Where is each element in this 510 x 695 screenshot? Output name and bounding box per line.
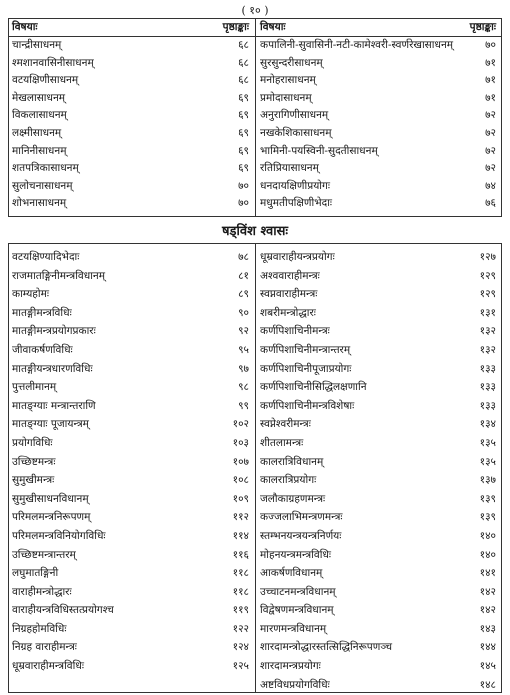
toc-entry <box>8 378 255 397</box>
toc-entry <box>256 583 502 602</box>
toc-entry <box>256 546 502 565</box>
entry-page-number: ९५ <box>238 343 249 356</box>
entry-title: धनदायक्षिणीप्रयोगः <box>260 179 331 192</box>
entry-title: वटयक्षिणीसाधनम् <box>12 74 79 87</box>
entry-page-number: ८९ <box>238 288 249 301</box>
entry-title: सुरसुन्दरीसाधनम् <box>260 56 323 69</box>
entry-page-number: ६९ <box>238 109 249 122</box>
entry-page-number: १४५ <box>479 660 496 673</box>
entry-page-number: १४० <box>479 529 496 542</box>
toc-entry <box>8 508 255 527</box>
toc-entry <box>256 248 502 267</box>
entry-title: रतिप्रियासाधनम् <box>260 162 319 175</box>
entry-page-number: ११२ <box>232 511 249 524</box>
entry-page-number: १४४ <box>479 641 496 654</box>
entry-page-number: ७१ <box>485 74 496 87</box>
toc-entry <box>256 453 502 472</box>
toc-entry <box>8 583 255 602</box>
entry-page-number: १३२ <box>479 343 496 356</box>
entry-page-number: ७२ <box>485 126 496 139</box>
entry-title: नखकेशिकासाधनम् <box>260 126 332 139</box>
entry-title: कपालिनी-सुवासिनी-नटी-कामेश्वरी-स्वर्णरेखासाधनम् <box>260 39 454 51</box>
toc-table-top <box>8 18 502 217</box>
entry-title: उच्चाटनमन्त्रविधानम् <box>260 585 336 598</box>
entry-page-number: ११८ <box>232 585 249 598</box>
entry-title: कर्णपिशाचिनीमन्त्रान्तरम् <box>260 343 351 356</box>
section-title: षड्‌विंश श्वासः <box>222 224 288 239</box>
entry-title: विद्वेषणमन्त्रविधानम् <box>260 604 334 617</box>
page-number: ( १० ) <box>241 4 269 17</box>
entry-title: निग्रह वाराहीमन्त्रः <box>12 641 77 654</box>
toc-entry <box>256 143 502 161</box>
toc-entry <box>256 125 502 143</box>
entry-title: स्तम्भनयन्त्रयन्त्रनिर्णयः <box>260 529 342 542</box>
toc-entry <box>256 267 502 286</box>
entry-title: मनोहरासाधनम् <box>260 74 316 87</box>
entry-page-number: ७१ <box>485 91 496 104</box>
entry-page-number: १४२ <box>479 585 496 598</box>
entry-page-number: १४० <box>479 548 496 561</box>
toc-entry <box>256 178 502 196</box>
entry-page-number: ९७ <box>238 362 249 375</box>
toc-entry <box>8 638 255 657</box>
entry-title: वाराहीयन्त्रविधिस्तत्प्रयोगश्च <box>12 604 114 617</box>
entry-page-number: १०३ <box>232 436 249 449</box>
entry-title: जीवाकर्षणविधिः <box>12 343 73 356</box>
entry-page-number: ६९ <box>238 126 249 139</box>
entry-page-number: १२५ <box>232 660 249 673</box>
entry-page-number: ६८ <box>238 39 249 51</box>
entry-page-number: ६८ <box>238 74 249 87</box>
entry-title: मातङ्गीमन्त्रविधिः <box>12 306 72 319</box>
toc-entry <box>8 125 255 143</box>
entry-page-number: ६९ <box>238 162 249 175</box>
entry-title: धूम्रवाराहीमन्त्रविधिः <box>12 660 84 673</box>
entry-page-number: ७० <box>485 39 496 51</box>
entry-title: लक्ष्मीसाधनम् <box>12 126 62 139</box>
entry-page-number: ७८ <box>238 251 249 263</box>
toc-entry <box>8 546 255 565</box>
header-row <box>8 19 255 37</box>
entry-title: मातङ्ग्याः पूजायन्त्रम् <box>12 418 89 431</box>
entry-page-number: १३१ <box>479 306 496 319</box>
entry-title: लघुमातङ्गिनी <box>12 567 59 580</box>
entry-page-number: १०९ <box>232 492 249 505</box>
entry-page-number: ११९ <box>232 604 249 617</box>
entry-title: प्रमोदासाधनम् <box>260 91 312 104</box>
entry-title: मातङ्गीयन्त्रधारणविधिः <box>12 362 93 375</box>
entry-title: सुलोचनासाधनम् <box>12 179 73 192</box>
entry-title: मातङ्ग्याः मन्त्रान्तराणि <box>12 399 96 412</box>
toc-entry <box>8 267 255 286</box>
entry-title: शारदामन्त्रप्रयोगः <box>260 660 321 673</box>
toc-entry <box>256 322 502 341</box>
entry-title: मेखलासाधनम् <box>12 91 66 104</box>
entry-page-number: १२४ <box>232 641 249 654</box>
toc-entry <box>8 143 255 161</box>
entry-page-number: १२९ <box>479 269 496 282</box>
entry-title: स्वप्नेश्वरीमन्त्रः <box>260 418 311 431</box>
entry-page-number: १३५ <box>479 455 496 468</box>
entry-page-number: ६९ <box>238 91 249 104</box>
toc-entry <box>8 564 255 583</box>
toc-entry <box>256 471 502 490</box>
toc-bottom-right-column <box>256 248 502 694</box>
toc-entry <box>8 195 255 213</box>
entry-title: मधुमतीपक्षिणीभेदाः <box>260 197 333 210</box>
entry-title: कर्णपिशाचिनीमन्त्रविशेषाः <box>260 399 355 412</box>
toc-entry <box>8 360 255 379</box>
entry-title: धूम्रवाराहीयन्त्रप्रयोगः <box>260 251 335 263</box>
toc-entry <box>8 471 255 490</box>
entry-page-number: १३३ <box>479 381 496 394</box>
toc-entry <box>256 90 502 108</box>
entry-page-number: ७२ <box>485 109 496 122</box>
entry-title: विकलासाधनम् <box>12 109 67 122</box>
entry-title: पुत्तलीमानम् <box>12 381 57 394</box>
entry-title: अष्टविधप्रयोगविधिः <box>260 678 330 691</box>
entry-title: उच्छिष्टमन्त्रः <box>12 455 56 468</box>
entry-title: काम्यहोमः <box>12 288 49 301</box>
entry-title: मोहनयन्त्रमन्त्रविधिः <box>260 548 332 561</box>
entry-page-number: १२२ <box>232 622 249 635</box>
entry-title: मारणमन्त्रविधानम् <box>260 622 327 635</box>
toc-entry <box>256 378 502 397</box>
toc-entry <box>8 90 255 108</box>
entry-title: स्वप्नवाराहीमन्त्रः <box>260 288 318 301</box>
toc-entry <box>256 508 502 527</box>
entry-page-number: ७० <box>238 197 249 210</box>
toc-entry <box>8 453 255 472</box>
entry-title: कर्णपिशाचिनीसिद्धिलक्षणानि <box>260 381 367 394</box>
entry-title: शीतलामन्त्रः <box>260 436 304 449</box>
entry-page-number: १२७ <box>479 251 496 263</box>
entry-page-number: ९९ <box>238 399 249 412</box>
entry-title: शतपत्रिकासाधनम् <box>12 162 79 175</box>
entry-title: भामिनी-पयस्विनी-सुदतीसाधनम् <box>260 144 378 157</box>
entry-title: उच्छिष्टमन्त्रान्तरम् <box>12 548 76 561</box>
toc-entry <box>256 638 502 657</box>
entry-page-number: ७० <box>238 179 249 192</box>
toc-entry <box>256 195 502 213</box>
entry-page-number: १०२ <box>232 418 249 431</box>
toc-entry <box>256 304 502 323</box>
toc-entry <box>256 415 502 434</box>
entry-title: श्मशानवासिनीसाधनम् <box>12 56 94 69</box>
entry-title: प्रयोगविधिः <box>12 436 53 449</box>
entry-page-number: ६९ <box>238 144 249 157</box>
toc-entry <box>256 341 502 360</box>
toc-entry <box>256 676 502 695</box>
toc-entry <box>256 564 502 583</box>
toc-entry <box>8 601 255 620</box>
toc-entry <box>8 248 255 267</box>
toc-entry <box>8 620 255 639</box>
toc-bottom-left-column <box>8 248 255 676</box>
entry-page-number: १२९ <box>479 288 496 301</box>
entry-title: अनुरागिणीसाधनम् <box>260 109 329 122</box>
entry-title: राजमातङ्गिनीमन्त्रविधानम् <box>12 269 106 282</box>
toc-entry <box>256 620 502 639</box>
toc-entry <box>8 434 255 453</box>
toc-entry <box>8 657 255 676</box>
entry-page-number: ७१ <box>485 56 496 69</box>
toc-entry <box>8 415 255 434</box>
entry-page-number: १३९ <box>479 492 496 505</box>
toc-entry <box>256 527 502 546</box>
entry-page-number: १३५ <box>479 436 496 449</box>
header-subjects: विषयाः <box>260 21 286 33</box>
entry-page-number: १३२ <box>479 325 496 338</box>
entry-title: वाराहीमन्त्रोद्धारः <box>12 585 72 598</box>
header-pages: पृष्ठाङ्काः <box>222 21 249 33</box>
entry-title: कालरात्रिविधानम् <box>260 455 324 468</box>
toc-entry <box>8 55 255 73</box>
toc-top-right-column <box>256 19 502 213</box>
entry-title: मातङ्गीमन्त्रप्रयोगप्रकारः <box>12 325 96 338</box>
toc-entry <box>8 322 255 341</box>
toc-entry <box>8 341 255 360</box>
toc-entry <box>256 285 502 304</box>
header-subjects: विषयाः <box>12 21 38 33</box>
toc-top-left-column <box>8 19 255 213</box>
toc-table-bottom <box>8 243 502 693</box>
toc-entry <box>8 490 255 509</box>
entry-title: कज्जलाभिमन्त्रणमन्त्रः <box>260 511 343 524</box>
toc-entry <box>256 160 502 178</box>
toc-entry <box>8 397 255 416</box>
entry-title: परिमलमन्त्रविनियोगविधिः <box>12 529 106 542</box>
entry-page-number: १४३ <box>479 622 496 635</box>
toc-entry <box>8 304 255 323</box>
header-pages: पृष्ठाङ्काः <box>469 21 496 33</box>
entry-page-number: ६८ <box>238 56 249 69</box>
entry-title: परिमलमन्त्रनिरूपणम् <box>12 511 91 524</box>
entry-page-number: ७४ <box>485 179 496 192</box>
entry-title: वटयक्षिण्यादिभेदाः <box>12 251 80 263</box>
entry-title: आकर्षणविधानम् <box>260 567 323 580</box>
entry-page-number: १०७ <box>232 455 249 468</box>
toc-entry <box>256 72 502 90</box>
entry-page-number: १३३ <box>479 399 496 412</box>
entry-page-number: १३७ <box>479 474 496 487</box>
entry-page-number: १४१ <box>479 567 496 580</box>
entry-title: शबरीमन्त्रोद्धारः <box>260 306 316 319</box>
toc-entry <box>8 72 255 90</box>
entry-page-number: ९२ <box>238 325 249 338</box>
toc-entry <box>8 107 255 125</box>
toc-entry <box>8 527 255 546</box>
entry-page-number: १३९ <box>479 511 496 524</box>
toc-entry <box>256 434 502 453</box>
toc-entry <box>256 107 502 125</box>
toc-entry <box>256 55 502 73</box>
entry-title: सुमुखीसाधनविधानम् <box>12 492 89 505</box>
entry-title: निग्रहहोमविधिः <box>12 622 67 635</box>
toc-entry <box>256 397 502 416</box>
entry-title: सुमुखीमन्त्रः <box>12 474 55 487</box>
entry-title: शोभनासाधनम् <box>12 197 67 210</box>
entry-page-number: ९० <box>238 306 249 319</box>
entry-page-number: ८१ <box>238 269 249 282</box>
entry-page-number: १३३ <box>479 362 496 375</box>
entry-title: कालरात्रिप्रयोगः <box>260 474 317 487</box>
entry-page-number: १०८ <box>232 474 249 487</box>
entry-page-number: ११६ <box>232 548 249 561</box>
toc-entry <box>256 37 502 55</box>
toc-entry <box>256 601 502 620</box>
toc-entry <box>8 178 255 196</box>
entry-title: कर्णपिशाचिनीमन्त्रः <box>260 325 330 338</box>
entry-title: अश्ववाराहीमन्त्रः <box>260 269 320 282</box>
toc-entry <box>256 360 502 379</box>
toc-entry <box>8 160 255 178</box>
entry-page-number: ११४ <box>232 529 249 542</box>
entry-page-number: १४२ <box>479 604 496 617</box>
entry-page-number: ९८ <box>238 381 249 394</box>
entry-page-number: ११८ <box>232 567 249 580</box>
entry-page-number: ७६ <box>485 197 496 210</box>
entry-page-number: ७२ <box>485 162 496 175</box>
toc-entry <box>8 285 255 304</box>
entry-page-number: ७२ <box>485 144 496 157</box>
entry-page-number: १३४ <box>479 418 496 431</box>
toc-entry <box>8 37 255 55</box>
entry-title: मानिनीसाधनम् <box>12 144 67 157</box>
toc-entry <box>256 657 502 676</box>
entry-title: जलौकाग्रहणमन्त्रः <box>260 492 326 505</box>
entry-title: शारदामन्त्रोद्धारस्तत्सिद्धिनिरूपणञ्च <box>260 641 393 654</box>
toc-entry <box>256 490 502 509</box>
entry-title: कर्णपिशाचिनीपूजाप्रयोगः <box>260 362 352 375</box>
header-row <box>256 19 502 37</box>
entry-title: चान्द्रीसाधनम् <box>12 39 62 51</box>
entry-page-number: १४८ <box>479 678 496 691</box>
